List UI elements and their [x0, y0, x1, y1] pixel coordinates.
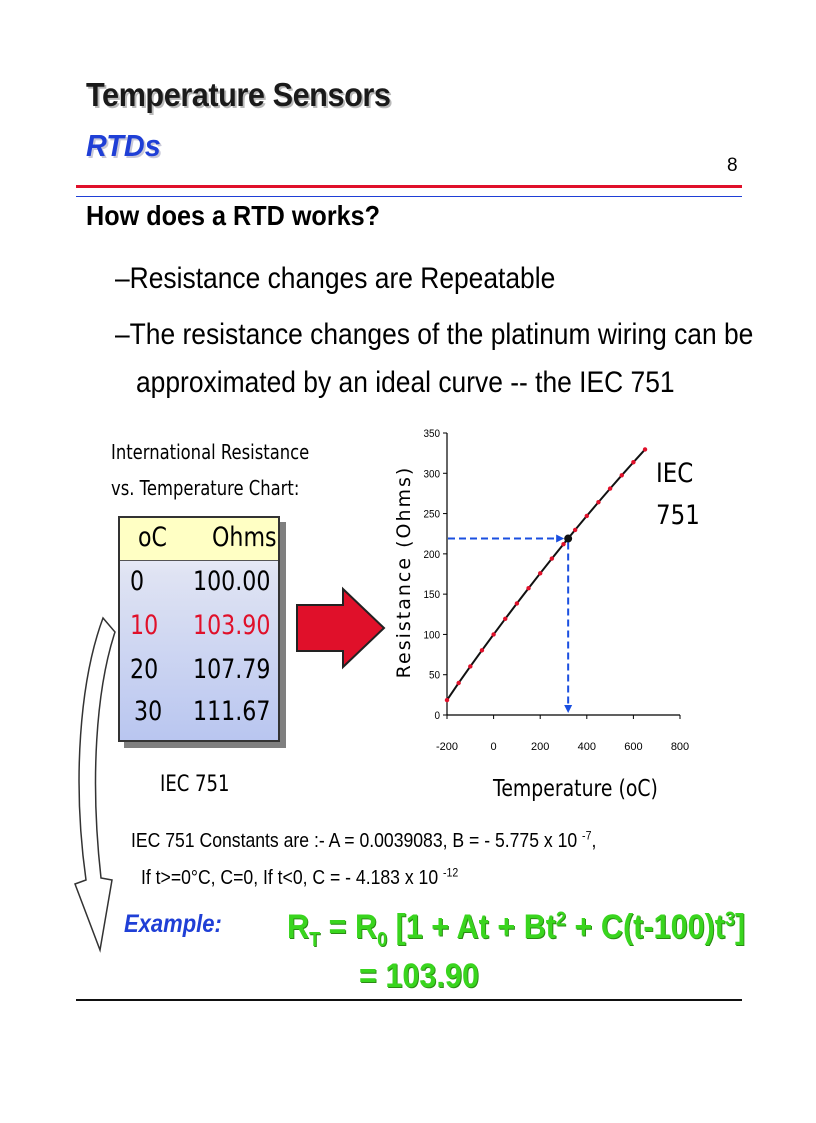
page-number: 8 [727, 155, 738, 176]
y-tick-label: 0 [434, 710, 440, 723]
y-tick-label: 100 [423, 630, 440, 642]
series-line [447, 449, 645, 700]
data-point [608, 486, 612, 490]
constants-line1-exponent: -7 [582, 828, 592, 843]
chart-annotation-751: 751 [656, 500, 700, 531]
page-title: Temperature Sensors [86, 76, 391, 113]
table-caption-line1: International Resistance [111, 440, 310, 464]
data-point [515, 601, 519, 605]
bullet-repeatable: –Resistance changes are Repeatable [115, 262, 556, 295]
constants-line2 [141, 867, 458, 890]
formula-mid: [1 + At + Bt [387, 908, 557, 946]
footer-rule [76, 999, 742, 1001]
table-cell-temp: 10 [130, 610, 159, 641]
example-label: Example: [124, 910, 222, 938]
data-point [585, 514, 589, 518]
formula-mid2: + C(t-100)t [566, 908, 725, 946]
header-ohms: Ohms [212, 522, 277, 553]
y-tick-label: 50 [428, 670, 440, 682]
table-footer-label: IEC 751 [160, 772, 230, 797]
x-tick-label: 200 [531, 741, 550, 753]
data-point [538, 571, 542, 575]
data-point [503, 617, 507, 621]
data-point [596, 500, 600, 504]
guide-arrowhead-down [564, 705, 572, 713]
x-tick-label: -200 [435, 741, 459, 753]
x-tick-label: 400 [577, 741, 596, 753]
data-point [480, 648, 484, 652]
table-cell-ohms: 103.90 [192, 610, 270, 641]
example-result: = 103.90 [359, 957, 479, 995]
y-tick-label: 150 [423, 589, 440, 602]
page-subtitle: RTDs [86, 128, 161, 163]
highlight-point [565, 535, 572, 542]
formula-end: ] [735, 908, 746, 946]
bullet-platinum: –The resistance changes of the platinum wiring can be [115, 318, 754, 351]
chart-series [445, 447, 647, 702]
data-point [445, 698, 449, 702]
chart-xlabel: Temperature (oC) [493, 776, 658, 802]
data-point [491, 632, 495, 636]
table-cell-ohms: 111.67 [192, 696, 270, 727]
example-formula [287, 908, 746, 951]
formula-eq: = R [320, 908, 378, 946]
data-point [620, 473, 624, 477]
y-tick-label: 250 [423, 509, 440, 521]
data-point [456, 681, 460, 685]
chart-axes [423, 429, 689, 753]
data-point [573, 528, 577, 532]
data-point [631, 460, 635, 464]
y-tick-label: 300 [423, 468, 440, 481]
y-tick-label: 350 [423, 428, 440, 441]
constants-line2-text: If t>=0°C, C=0, If t<0, C = - 4.183 x 10 [141, 867, 444, 889]
constants-line1-text: IEC 751 Constants are :- A = 0.0039083, B = - 5.775 x 10 [131, 830, 583, 852]
data-point [561, 542, 565, 546]
data-point [468, 664, 472, 668]
data-point [526, 586, 530, 590]
table-caption-line2: vs. Temperature Chart: [111, 476, 300, 500]
data-point [550, 556, 554, 560]
table-cell-ohms: 107.79 [192, 654, 270, 685]
constants-line2-exponent: -12 [443, 865, 459, 880]
table-cell-temp: 30 [134, 696, 163, 727]
guide-arrowhead-right [556, 535, 564, 543]
table-cell-ohms: 100.00 [192, 566, 270, 597]
bullet-platinum-continued: approximated by an ideal curve -- the IEC 751 [136, 366, 675, 399]
formula-r: R [287, 908, 310, 946]
x-tick-label: 800 [670, 741, 690, 753]
data-point [643, 447, 647, 451]
formula-sup-3: 3 [724, 908, 736, 931]
y-tick-label: 200 [423, 549, 440, 562]
header-temp: oC [138, 522, 168, 553]
constants-line1-tail: , [591, 830, 597, 852]
x-tick-label: 0 [490, 741, 497, 753]
chart-guides [448, 535, 572, 713]
formula-sub-0: 0 [377, 928, 388, 951]
formula-sup-2: 2 [556, 908, 567, 931]
chart-annotation-iec: IEC [656, 458, 694, 489]
chart-ylabel: Resistance (Ohms) [393, 465, 415, 679]
formula-sub-t: T [309, 928, 321, 951]
constants-line1 [131, 830, 596, 853]
table-cell-temp: 20 [130, 654, 159, 685]
table-cell-temp: 0 [130, 566, 145, 597]
x-tick-label: 600 [624, 741, 643, 753]
section-heading: How does a RTD works? [86, 200, 381, 231]
